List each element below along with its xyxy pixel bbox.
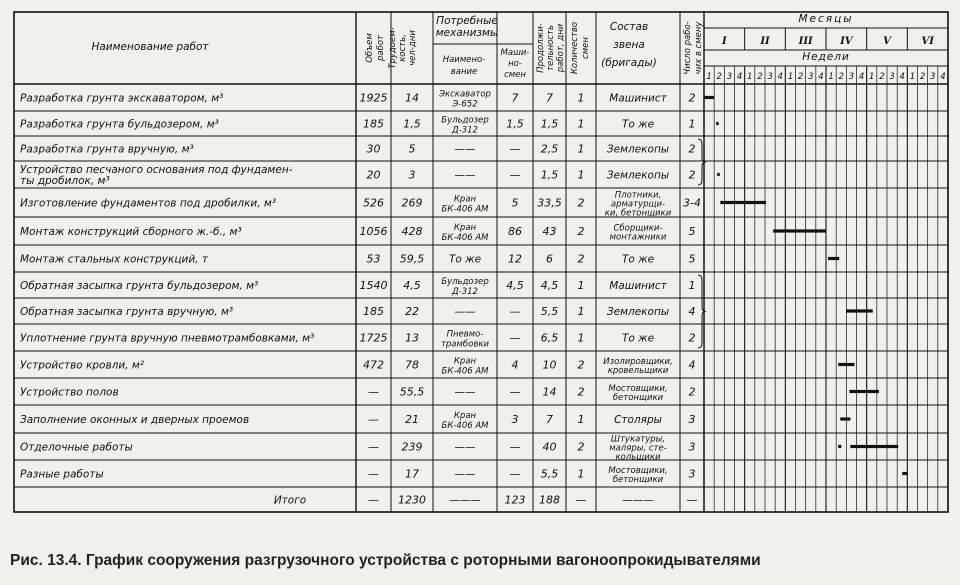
row-volume: 185 <box>363 117 384 131</box>
row-name: Устройство полов <box>20 386 119 399</box>
row-mech-shifts: 3 <box>511 413 519 426</box>
schedule-bar <box>828 257 839 260</box>
row-crew: Машинист <box>609 280 667 292</box>
row-name: Разработка грунта вручную, м³ <box>20 143 194 156</box>
svg-text:чел-дни: чел-дни <box>408 30 418 66</box>
row-mechanism: —— <box>454 306 476 318</box>
row-crew: ——— <box>622 494 654 507</box>
row-workers: 2 <box>688 168 696 182</box>
row-duration: 2,5 <box>540 142 559 156</box>
row-mech-shifts: 5 <box>511 196 519 210</box>
week-label: 1 <box>706 72 712 82</box>
week-label: 4 <box>818 72 824 82</box>
month-label: III <box>798 36 813 47</box>
row-mechanism: Пневмо- <box>446 329 484 340</box>
month-label: VI <box>921 36 934 47</box>
row-workers: 2 <box>688 331 696 345</box>
row-duration: 33,5 <box>537 196 562 210</box>
row-name: Разработка грунта бульдозером, м³ <box>20 118 219 131</box>
month-labels <box>721 36 934 47</box>
svg-text:кость,: кость, <box>398 34 408 62</box>
row-volume: 1056 <box>359 225 388 238</box>
row-workers: — <box>686 493 698 507</box>
row-crew: То же <box>621 332 655 345</box>
row-volume: 472 <box>363 358 384 372</box>
row-duration: 188 <box>539 493 560 507</box>
row-mech-shifts: — <box>509 305 521 318</box>
header-workers <box>683 21 704 75</box>
svg-text:смен: смен <box>581 37 591 59</box>
row-shifts: 2 <box>577 385 585 399</box>
svg-text:Количество: Количество <box>570 21 580 75</box>
row-name: Обратная засыпка грунта бульдозером, м³ <box>20 280 259 292</box>
week-label: 4 <box>736 72 743 82</box>
table-row <box>20 305 696 318</box>
row-shifts: 1 <box>577 91 585 105</box>
schedule-bar <box>838 445 841 448</box>
schedule-bar <box>720 201 766 204</box>
week-label: 2 <box>879 72 885 82</box>
row-shifts: 2 <box>577 225 585 238</box>
row-crew: Штукатуры, <box>610 434 666 445</box>
header-mechanisms-1: Потребные <box>436 15 498 27</box>
svg-text:работ: работ <box>376 35 386 61</box>
group-braces <box>698 139 706 348</box>
row-labor: 239 <box>401 440 423 454</box>
svg-text:Объем: Объем <box>365 33 375 63</box>
row-workers: 2 <box>688 142 696 156</box>
row-crew: То же <box>621 253 655 266</box>
table-row <box>20 466 696 485</box>
week-label: 3 <box>848 72 855 82</box>
header-mechanisms-2: механизмы <box>435 27 499 39</box>
row-volume: 30 <box>366 142 381 156</box>
row-mechanism: БК-406 АМ <box>441 204 489 215</box>
schedule-bar <box>717 173 720 176</box>
table-row <box>20 116 696 136</box>
svg-text:Продолжи-: Продолжи- <box>536 23 546 73</box>
table-row <box>20 277 696 297</box>
row-duration: 1,5 <box>540 168 559 182</box>
week-label: 3 <box>808 72 814 82</box>
week-label: 4 <box>940 72 946 82</box>
row-crew: Сборщики- <box>613 223 663 234</box>
row-name: Обратная засыпка грунта вручную, м³ <box>20 306 234 318</box>
row-labor: 428 <box>401 225 423 238</box>
row-shifts: 1 <box>577 467 585 481</box>
week-label: 3 <box>726 72 733 82</box>
header-shifts <box>570 22 591 74</box>
row-workers: 2 <box>688 91 696 105</box>
row-duration: 7 <box>546 413 553 426</box>
row-mechanism: —— <box>454 143 476 156</box>
row-mechanism: —— <box>454 169 476 182</box>
row-mechanism: Кран <box>453 356 477 367</box>
row-labor: 22 <box>405 305 419 318</box>
week-label: 4 <box>899 72 905 82</box>
week-label: 1 <box>787 72 794 82</box>
week-label: 2 <box>838 72 844 82</box>
row-labor: 78 <box>405 358 419 372</box>
header-weeks: Недели <box>802 51 850 63</box>
row-mech-shifts: — <box>509 168 521 182</box>
row-duration: 6,5 <box>540 331 559 345</box>
row-volume: 1540 <box>359 279 388 292</box>
row-workers: 3 <box>688 440 696 454</box>
schedule-bar <box>716 122 719 125</box>
week-label: 1 <box>747 72 753 82</box>
row-mechanism: трамбовки <box>440 339 490 350</box>
group-brace <box>698 275 706 348</box>
row-name: Изготовление фундаментов под дробилки, м³ <box>20 197 277 210</box>
table-row <box>274 494 698 507</box>
header-labor <box>388 27 418 68</box>
row-shifts: 1 <box>577 142 585 156</box>
row-workers: 1 <box>688 279 696 292</box>
header-crew-3: (бригады) <box>601 57 657 69</box>
row-workers: 4 <box>688 358 696 372</box>
header-mech-name-2: вание <box>450 67 478 77</box>
row-name: Устройство кровли, м² <box>20 359 145 372</box>
header-volume <box>365 33 386 63</box>
row-mechanism: —— <box>454 386 476 399</box>
row-shifts: — <box>575 493 587 507</box>
month-label: II <box>760 36 770 47</box>
row-mechanism: Экскаватор <box>439 89 491 100</box>
row-mech-shifts: 7 <box>511 91 519 105</box>
row-labor: 1,5 <box>403 117 421 131</box>
row-mech-shifts: 4 <box>511 358 519 372</box>
row-crew: бетонщики <box>612 393 664 403</box>
row-mechanism: Кран <box>453 194 477 205</box>
row-crew: Столяры <box>614 414 662 426</box>
row-volume: — <box>368 467 379 481</box>
row-mechanism: Д-312 <box>452 125 478 136</box>
row-mechanism: То же <box>448 253 482 266</box>
row-labor: 269 <box>401 196 423 210</box>
row-mech-shifts: 12 <box>508 252 522 266</box>
row-crew: Мостовщики, <box>608 384 668 394</box>
row-labor: 13 <box>405 331 419 345</box>
svg-text:тельность: тельность <box>546 24 556 72</box>
header-name: Наименование работ <box>91 41 209 53</box>
schedule-bar <box>704 96 714 99</box>
row-name: Разные работы <box>20 468 104 481</box>
row-crew: монтажники <box>609 232 667 243</box>
row-duration: 10 <box>542 358 557 372</box>
header-mech-shifts-2: но- <box>508 59 522 69</box>
row-mechanism: Д-312 <box>452 287 478 297</box>
table-row <box>20 90 696 110</box>
table-row <box>20 164 696 187</box>
table-row <box>20 253 696 266</box>
row-crew: кольщики <box>615 452 661 463</box>
week-label: 1 <box>909 72 916 82</box>
row-duration: 14 <box>542 385 557 399</box>
row-workers: 5 <box>688 225 696 238</box>
row-workers: 3-4 <box>683 196 701 210</box>
row-duration: 40 <box>542 440 557 454</box>
row-duration: 5,5 <box>540 467 559 481</box>
row-crew: Землекопы <box>606 169 670 182</box>
row-crew: Землекопы <box>606 143 670 156</box>
row-shifts: 2 <box>577 440 585 454</box>
row-mechanism: БК-406 АМ <box>441 421 489 431</box>
schedule-bar <box>850 445 898 448</box>
row-duration: 1,5 <box>540 117 559 131</box>
row-shifts: 1 <box>577 413 585 426</box>
row-crew: Машинист <box>609 92 667 105</box>
row-mech-shifts: — <box>509 142 521 156</box>
row-shifts: 2 <box>577 196 585 210</box>
schedule-bar <box>838 363 854 366</box>
table-row <box>20 384 696 403</box>
week-label: 2 <box>757 72 763 82</box>
row-volume: 53 <box>366 252 381 266</box>
svg-text:работ, дни: работ, дни <box>556 23 566 73</box>
row-mech-shifts: — <box>509 440 521 454</box>
row-crew: арматурщи- <box>610 199 666 210</box>
svg-text:чих в смену: чих в смену <box>694 21 704 75</box>
table-row <box>20 223 696 243</box>
group-brace <box>698 139 706 185</box>
week-label: 3 <box>889 72 895 82</box>
row-mech-shifts: 123 <box>504 493 526 507</box>
row-crew: Изолировщики, <box>603 357 673 367</box>
month-label: IV <box>840 36 853 47</box>
week-label: 3 <box>930 72 936 82</box>
row-crew: маляры, сте- <box>609 443 667 454</box>
row-labor: 14 <box>405 91 419 105</box>
row-crew: бетонщики <box>612 475 664 485</box>
row-mechanism: Э-652 <box>452 99 478 110</box>
row-name: Уплотнение грунта вручную пневмотрамбовками, м³ <box>20 332 315 345</box>
row-mechanism: Бульдозер <box>441 277 489 287</box>
table-row <box>20 330 696 350</box>
row-labor: 3 <box>408 168 416 182</box>
row-shifts: 1 <box>577 279 585 292</box>
table-row <box>20 435 696 463</box>
header-months: Месяцы <box>798 13 854 25</box>
row-name: Монтаж стальных конструкций, т <box>20 253 208 266</box>
row-mechanism: БК-406 АМ <box>441 366 489 377</box>
row-shifts: 1 <box>577 168 585 182</box>
schedule-bar <box>902 472 907 475</box>
row-workers: 3 <box>688 413 696 426</box>
row-volume: 20 <box>366 168 381 182</box>
row-labor: 5 <box>408 142 416 156</box>
row-crew: Мостовщики, <box>608 466 668 476</box>
row-duration: 43 <box>542 225 557 238</box>
header-crew-1: Состав <box>609 21 649 33</box>
row-name: Устройство песчаного основания под фундамен- <box>20 164 293 176</box>
header-mech-shifts-1: Маши- <box>500 48 530 58</box>
week-label: 1 <box>869 72 875 82</box>
row-mechanism: ——— <box>449 494 481 507</box>
row-mechanism: БК-406 АМ <box>441 233 489 243</box>
row-volume: — <box>368 413 379 426</box>
table-row <box>20 191 701 219</box>
row-volume: 1925 <box>359 91 388 105</box>
week-label: 4 <box>777 72 783 82</box>
schedule-bar <box>846 309 872 312</box>
table-row <box>20 411 696 431</box>
header-mech-name-1: Наимено- <box>442 55 486 65</box>
row-shifts: 2 <box>577 252 585 266</box>
row-mech-shifts: 86 <box>508 225 522 238</box>
row-mechanism: Бульдозер <box>441 115 489 126</box>
row-name: Монтаж конструкций сборного ж.-б., м³ <box>20 226 242 238</box>
week-label: 2 <box>716 72 722 82</box>
row-crew: Плотники, <box>614 190 662 201</box>
table-row <box>20 357 696 377</box>
row-volume: — <box>368 385 379 399</box>
table-row <box>20 143 696 156</box>
row-volume: 1725 <box>359 331 388 345</box>
svg-text:Трудоем-: Трудоем- <box>388 27 398 69</box>
week-label: 2 <box>797 72 804 82</box>
figure-caption: Рис. 13.4. График сооружения разгрузочного устройства с роторными вагоноопрокидывателями <box>10 552 761 569</box>
row-workers: 4 <box>688 305 696 318</box>
row-workers: 1 <box>688 117 696 131</box>
row-duration: 6 <box>546 252 553 266</box>
row-workers: 5 <box>688 252 696 266</box>
header-mech-shifts-3: смен <box>504 70 526 80</box>
week-label: 3 <box>767 72 773 82</box>
row-volume: — <box>368 440 379 454</box>
row-name: Заполнение оконных и дверных проемов <box>20 414 250 426</box>
week-label: 4 <box>858 72 865 82</box>
header-crew-2: звена <box>613 39 645 51</box>
svg-text:Число рабо-: Число рабо- <box>683 21 693 75</box>
row-mechanism: —— <box>454 468 476 481</box>
row-labor: 55,5 <box>399 385 425 399</box>
schedule-bar <box>840 417 850 420</box>
header-duration <box>536 23 566 73</box>
row-volume: 185 <box>363 305 384 318</box>
row-crew: ки, бетонщики <box>604 208 672 219</box>
month-label: I <box>721 36 727 47</box>
row-volume: 526 <box>363 196 384 210</box>
row-name: Отделочные работы <box>20 441 133 454</box>
row-mech-shifts: — <box>509 385 521 399</box>
month-label: V <box>883 36 891 47</box>
row-crew: кровельщики <box>607 366 669 376</box>
row-mechanism: Кран <box>453 223 477 233</box>
row-labor: 1230 <box>398 493 426 507</box>
row-mech-shifts: — <box>509 467 521 481</box>
row-shifts: 1 <box>577 331 585 345</box>
row-shifts: 2 <box>577 358 585 372</box>
row-mechanism: —— <box>454 441 476 454</box>
row-crew: То же <box>621 118 655 131</box>
row-mech-shifts: 1,5 <box>506 117 524 131</box>
row-duration: 4,5 <box>540 279 559 292</box>
row-workers: 2 <box>688 385 696 399</box>
row-mech-shifts: 4,5 <box>506 279 524 292</box>
row-labor: 21 <box>405 413 419 426</box>
row-labor: 17 <box>405 467 419 481</box>
schedule-bar <box>773 229 826 232</box>
row-name: Итого <box>273 494 307 507</box>
row-duration: 5,5 <box>540 305 559 318</box>
row-workers: 3 <box>688 467 696 481</box>
row-name: Разработка грунта экскаватором, м³ <box>20 92 224 105</box>
row-shifts: 1 <box>577 305 585 318</box>
week-label: 1 <box>828 72 834 82</box>
week-label: 2 <box>919 72 926 82</box>
row-volume: — <box>368 493 379 507</box>
row-mech-shifts: — <box>509 331 521 345</box>
row-mechanism: Кран <box>453 411 477 421</box>
row-labor: 59,5 <box>399 252 425 266</box>
row-duration: 7 <box>546 91 553 105</box>
schedule-bar <box>849 390 878 393</box>
row-shifts: 1 <box>577 117 585 131</box>
row-labor: 4,5 <box>403 279 421 292</box>
row-name: ты дробилок, м³ <box>20 175 110 187</box>
row-crew: Землекопы <box>606 306 670 318</box>
